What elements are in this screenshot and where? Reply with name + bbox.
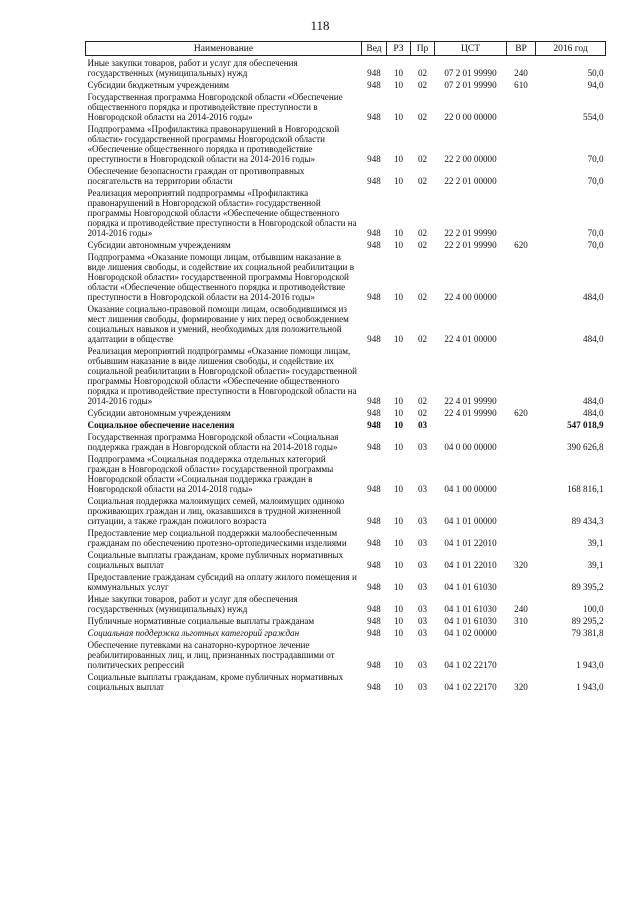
- row-ved: 948: [367, 80, 381, 90]
- row-name: Обеспечение безопасности граждан от противоправных посягательств на территории области: [87, 166, 305, 186]
- row-amount: 484,0: [583, 292, 604, 302]
- row-rz: 10: [393, 660, 404, 670]
- row-rz: 10: [393, 68, 404, 78]
- row-name: Подпрограмма «Оказание помощи лицам, отбывшим наказание в виде лишения свободы, и содействие их социальной реабилитации в Новгородской области» государственной программы Новгородской области «Обеспечение общественного порядка и противодействие преступности в Новгородской области на 2014-2016 годы»: [87, 252, 354, 302]
- row-name: Государственная программа Новгородской области «Социальная поддержка граждан в Новгородской области на 2014-2018 годы»: [87, 432, 339, 452]
- row-vr: 310: [514, 616, 528, 626]
- row-name: Социальные выплаты гражданам, кроме публичных нормативных социальных выплат: [87, 672, 344, 692]
- row-ved: 948: [367, 68, 381, 78]
- table-header-row: [86, 42, 606, 56]
- row-rz: 10: [393, 682, 404, 692]
- row-ved: 948: [367, 408, 381, 418]
- row-cst: [435, 418, 507, 430]
- row-ved: 948: [367, 176, 381, 186]
- row-pr: 03: [417, 616, 428, 626]
- row-cst: 22 4 01 99990: [444, 396, 497, 406]
- row-vr: 320: [514, 560, 528, 570]
- row-vr: [507, 570, 536, 592]
- row-vr: [507, 626, 536, 638]
- row-pr: 03: [417, 628, 428, 638]
- table-row: [86, 238, 606, 250]
- row-pr: 02: [417, 154, 428, 164]
- row-rz: 10: [393, 176, 404, 186]
- row-amount: 70,0: [587, 176, 604, 186]
- row-name: Субсидии бюджетным учреждениям: [87, 80, 230, 90]
- row-amount: 484,0: [583, 334, 604, 344]
- row-amount: 50,0: [587, 68, 604, 78]
- row-rz: 10: [393, 292, 404, 302]
- row-rz: 10: [393, 560, 404, 570]
- row-pr: 03: [417, 442, 428, 452]
- row-pr: 02: [417, 292, 428, 302]
- row-vr: [507, 122, 536, 164]
- table-body: [86, 56, 606, 693]
- row-amount: 70,0: [587, 228, 604, 238]
- table-row: [86, 406, 606, 418]
- table-row: [86, 570, 606, 592]
- row-pr: 03: [417, 484, 428, 494]
- row-pr: 03: [417, 538, 428, 548]
- row-rz: 10: [393, 628, 404, 638]
- row-pr: 03: [417, 682, 428, 692]
- row-name: Обеспечение путевками на санаторно-курортное лечение реабилитированных лиц, и лиц, признанных пострадавшими от политических репрессий: [87, 640, 335, 670]
- row-name: Предоставление мер социальной поддержки малообеспеченным гражданам по обеспечению протезно-ортопедическими изделиями: [87, 528, 347, 548]
- row-amount: 79 381,8: [571, 628, 604, 638]
- row-rz: 10: [393, 538, 404, 548]
- row-name: Социальная поддержка малоимущих семей, малоимущих одиноко проживающих граждан и лиц, оказавшихся в трудной жизненной ситуации, а также граждан пожилого возраста: [87, 496, 345, 526]
- row-cst: 07 2 01 99990: [444, 80, 497, 90]
- table-row: [86, 56, 606, 79]
- table-row: [86, 344, 606, 406]
- row-vr: 620: [514, 240, 528, 250]
- row-ved: 948: [367, 560, 381, 570]
- row-ved: 948: [367, 396, 381, 406]
- row-ved: 948: [367, 420, 381, 430]
- row-name: Социальная поддержка льготных категорий граждан: [87, 628, 300, 638]
- row-cst: 22 2 01 00000: [444, 176, 497, 186]
- row-cst: 22 2 01 99990: [444, 240, 497, 250]
- table-row: [86, 122, 606, 164]
- row-vr: [507, 164, 536, 186]
- row-name: Реализация мероприятий подпрограммы «Оказание помощи лицам, отбывшим наказание в виде лишения свободы, и содействие их социальной реабилитации в Новгородской области» государственной программы Новгородской области «Обеспечение общественного порядка и противодействие преступности в Новгородской области на 2014-2016 годы»: [87, 346, 357, 406]
- row-vr: [507, 638, 536, 670]
- row-vr: 240: [514, 604, 528, 614]
- row-pr: 02: [417, 228, 428, 238]
- row-amount: 100,0: [583, 604, 604, 614]
- row-amount: 390 626,8: [567, 442, 604, 452]
- header-vr: ВР: [507, 42, 536, 56]
- row-ved: 948: [367, 660, 381, 670]
- row-pr: 03: [417, 660, 428, 670]
- row-ved: 948: [367, 228, 381, 238]
- row-ved: 948: [367, 292, 381, 302]
- row-name: Субсидии автономным учреждениям: [87, 240, 231, 250]
- row-rz: 10: [393, 154, 404, 164]
- table-row: [86, 186, 606, 238]
- row-pr: 02: [417, 68, 428, 78]
- row-name: Социальные выплаты гражданам, кроме публичных нормативных социальных выплат: [87, 550, 344, 570]
- row-rz: 10: [393, 604, 404, 614]
- row-amount: 94,0: [587, 80, 604, 90]
- row-vr: [507, 418, 536, 430]
- row-name: Оказание социально-правовой помощи лицам, освободившимся из мест лишения свободы, формирование у них перед освобождением социальных навыков и умений, необходимых для положительной адаптации в обществе: [87, 304, 349, 344]
- table-row: [86, 494, 606, 526]
- table-row: [86, 418, 606, 430]
- row-rz: 10: [393, 484, 404, 494]
- row-vr: [507, 430, 536, 452]
- row-amount: 89 295,2: [571, 616, 604, 626]
- table-row: [86, 670, 606, 692]
- row-cst: 04 1 01 22010: [444, 560, 497, 570]
- row-rz: 10: [393, 80, 404, 90]
- row-cst: 04 1 01 61030: [444, 604, 497, 614]
- table-row: [86, 90, 606, 122]
- row-name: Подпрограмма «Социальная поддержка отдельных категорий граждан в Новгородской области» государственной программы Новгородской области «Социальная поддержка граждан в Новгородской области на 2014-2018 годы»: [87, 454, 334, 494]
- row-cst: 22 4 01 99990: [444, 408, 497, 418]
- row-cst: 04 1 01 00000: [444, 516, 497, 526]
- row-name: Публичные нормативные социальные выплаты гражданам: [87, 616, 315, 626]
- row-name: Реализация мероприятий подпрограммы «Профилактика правонарушений в Новгородской области» государственной программы Новгородской области «Обеспечение общественного порядка и противодействие преступности в Новгородской области на 2014-2016 годы»: [87, 188, 357, 238]
- row-pr: 02: [417, 240, 428, 250]
- table-row: [86, 250, 606, 302]
- row-rz: 10: [393, 334, 404, 344]
- row-vr: 320: [514, 682, 528, 692]
- page-number: 118: [310, 18, 330, 33]
- row-amount: 70,0: [587, 240, 604, 250]
- row-vr: [507, 526, 536, 548]
- row-rz: 10: [393, 420, 404, 430]
- row-rz: 10: [393, 396, 404, 406]
- row-rz: 10: [393, 616, 404, 626]
- row-cst: 04 1 01 61030: [444, 616, 497, 626]
- row-amount: 70,0: [587, 154, 604, 164]
- table-row: [86, 626, 606, 638]
- row-ved: 948: [367, 582, 381, 592]
- budget-table: [85, 41, 606, 692]
- row-cst: 04 0 00 00000: [444, 442, 497, 452]
- row-vr: [507, 494, 536, 526]
- row-cst: 04 1 00 00000: [444, 484, 497, 494]
- row-pr: 02: [417, 80, 428, 90]
- row-vr: [507, 186, 536, 238]
- row-ved: 948: [367, 628, 381, 638]
- row-ved: 948: [367, 516, 381, 526]
- table-row: [86, 638, 606, 670]
- row-rz: 10: [393, 112, 404, 122]
- row-ved: 948: [367, 484, 381, 494]
- row-cst: 04 1 02 22170: [444, 660, 497, 670]
- row-cst: 07 2 01 99990: [444, 68, 497, 78]
- row-name: Государственная программа Новгородской области «Обеспечение общественного порядка и противодействие преступности в Новгородской области на 2014-2016 годы»: [87, 92, 343, 122]
- table-row: [86, 430, 606, 452]
- row-cst: 04 1 02 00000: [444, 628, 497, 638]
- row-vr: [507, 250, 536, 302]
- row-vr: [507, 90, 536, 122]
- header-pr: Пр: [411, 42, 435, 56]
- row-amount: 39,1: [587, 538, 604, 548]
- row-cst: 22 2 01 99990: [444, 228, 497, 238]
- row-cst: 22 4 01 00000: [444, 334, 497, 344]
- row-ved: 948: [367, 112, 381, 122]
- row-rz: 10: [393, 442, 404, 452]
- row-ved: 948: [367, 154, 381, 164]
- row-vr: 610: [514, 80, 528, 90]
- row-pr: 02: [417, 408, 428, 418]
- row-pr: 02: [417, 176, 428, 186]
- row-amount: 547 018,9: [567, 420, 604, 430]
- row-ved: 948: [367, 616, 381, 626]
- row-pr: 03: [417, 516, 428, 526]
- row-rz: 10: [393, 240, 404, 250]
- row-pr: 02: [417, 112, 428, 122]
- header-name: Наименование: [86, 42, 362, 56]
- row-name: Предоставление гражданам субсидий на оплату жилого помещения и коммунальных услуг: [87, 572, 357, 592]
- row-cst: 04 1 02 22170: [444, 682, 497, 692]
- row-pr: 03: [417, 582, 428, 592]
- row-ved: 948: [367, 442, 381, 452]
- table-row: [86, 452, 606, 494]
- row-rz: 10: [393, 228, 404, 238]
- row-cst: 04 1 01 61030: [444, 582, 497, 592]
- table-row: [86, 614, 606, 626]
- header-amount: 2016 год: [536, 42, 606, 56]
- row-name: Субсидии автономным учреждениям: [87, 408, 231, 418]
- table-row: [86, 164, 606, 186]
- row-rz: 10: [393, 408, 404, 418]
- row-ved: 948: [367, 334, 381, 344]
- row-pr: 02: [417, 396, 428, 406]
- row-rz: 10: [393, 582, 404, 592]
- row-ved: 948: [367, 240, 381, 250]
- row-amount: 484,0: [583, 396, 604, 406]
- table-row: [86, 548, 606, 570]
- row-pr: 03: [417, 560, 428, 570]
- header-ved: Вед: [362, 42, 387, 56]
- row-vr: [507, 302, 536, 344]
- row-vr: [507, 452, 536, 494]
- row-name: Иные закупки товаров, работ и услуг для обеспечения государственных (муниципальных) нужд: [87, 58, 298, 78]
- header-cst: ЦСТ: [435, 42, 507, 56]
- row-name: Иные закупки товаров, работ и услуг для обеспечения государственных (муниципальных) нужд: [87, 594, 298, 614]
- row-cst: 22 4 00 00000: [444, 292, 497, 302]
- row-ved: 948: [367, 538, 381, 548]
- row-amount: 1 943,0: [576, 660, 604, 670]
- row-ved: 948: [367, 682, 381, 692]
- row-vr: 240: [514, 68, 528, 78]
- row-amount: 1 943,0: [576, 682, 604, 692]
- table-row: [86, 78, 606, 90]
- row-pr: 03: [417, 604, 428, 614]
- row-rz: 10: [393, 516, 404, 526]
- row-name: Подпрограмма «Профилактика правонарушений в Новгородской области» государственной программы Новгородской области «Обеспечение общественного порядка и противодействие преступности в Новгородской области на 2014-2016 годы»: [87, 124, 340, 164]
- row-amount: 89 395,2: [571, 582, 604, 592]
- row-cst: 04 1 01 22010: [444, 538, 497, 548]
- row-amount: 89 434,3: [571, 516, 604, 526]
- table-row: [86, 526, 606, 548]
- row-vr: 620: [514, 408, 528, 418]
- row-vr: [507, 344, 536, 406]
- row-pr: 03: [417, 420, 428, 430]
- header-rz: РЗ: [387, 42, 411, 56]
- row-name: Социальное обеспечение населения: [87, 420, 235, 430]
- table-row: [86, 302, 606, 344]
- row-amount: 168 816,1: [567, 484, 604, 494]
- row-cst: 22 2 00 00000: [444, 154, 497, 164]
- row-ved: 948: [367, 604, 381, 614]
- row-pr: 02: [417, 334, 428, 344]
- row-amount: 39,1: [587, 560, 604, 570]
- row-cst: 22 0 00 00000: [444, 112, 497, 122]
- table-row: [86, 592, 606, 614]
- row-amount: 484,0: [583, 408, 604, 418]
- row-amount: 554,0: [583, 112, 604, 122]
